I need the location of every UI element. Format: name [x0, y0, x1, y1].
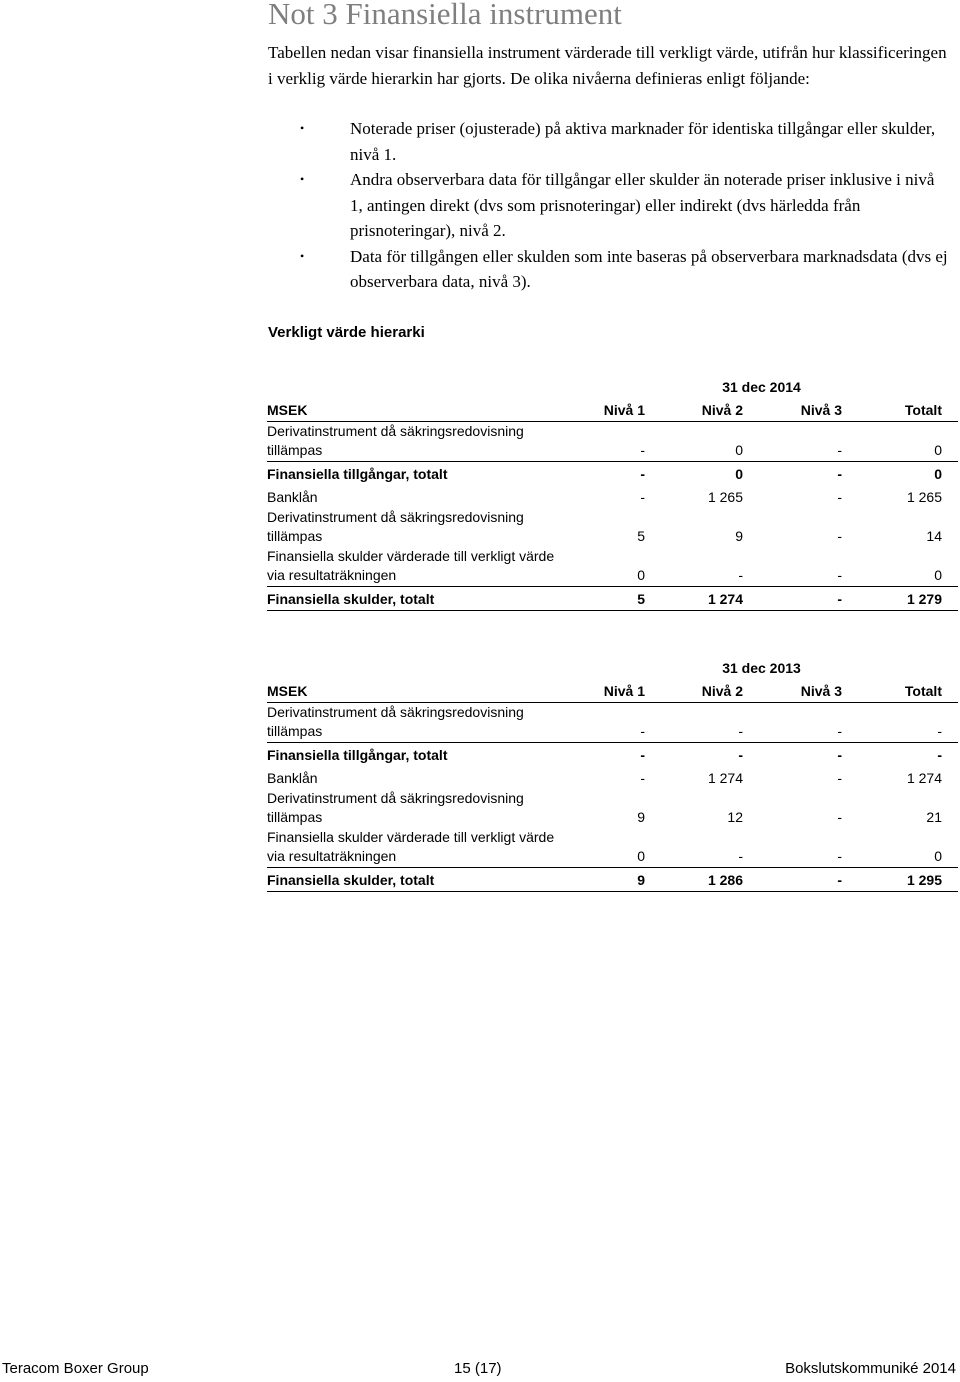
- table-row-total: Finansiella skulder, totalt 9 1 286 - 1 295: [267, 868, 958, 892]
- section-subheading: Verkligt värde hierarki: [268, 324, 425, 341]
- page-title: Not 3 Finansiella instrument: [268, 0, 622, 31]
- fair-value-table-2013: [267, 682, 958, 892]
- period-heading-2013: 31 dec 2013: [722, 660, 801, 676]
- table-row: Derivatinstrument då säkringsredovisning tillämpas 5 9 - 14: [267, 508, 942, 544]
- bullet-icon: •: [300, 172, 305, 186]
- table-row: Finansiella skulder värderade till verkligt värde via resultaträkningen 0 - - 0: [267, 547, 958, 587]
- table-row: Derivatinstrument då säkringsredovisning tillämpas - - - -: [267, 703, 958, 743]
- list-item: • Andra observerbara data för tillgångar eller skulder än noterade priser inklusive i nivå 1, antingen direkt (dvs som prisnoteringar) eller indirekt (dvs härledda från prisnoteringar), nivå 2.: [300, 167, 950, 244]
- column-header-level2: Nivå 2: [701, 683, 743, 699]
- table-row: Banklån - 1 274 - 1 274: [267, 770, 942, 786]
- page-footer: [0, 1360, 960, 1382]
- fair-value-table-2014: [267, 401, 958, 611]
- table-row: Finansiella skulder värderade till verkligt värde via resultaträkningen 0 - - 0: [267, 828, 958, 868]
- footer-report-name: Bokslutskommuniké 2014: [785, 1360, 956, 1377]
- table-row-total: Finansiella skulder, totalt 5 1 274 - 1 279: [267, 587, 958, 611]
- intro-paragraph: Tabellen nedan visar finansiella instrument värderade till verkligt värde, utifrån hur klassificeringen i verklig värde hierarkin har gjorts. De olika nivåerna definieras enligt följande:: [268, 43, 947, 88]
- table-header-row: [267, 682, 958, 703]
- column-header-level3: Nivå 3: [800, 683, 842, 699]
- footer-page-number: 15 (17): [454, 1360, 502, 1377]
- table-row-total: Finansiella tillgångar, totalt - - - -: [267, 747, 942, 763]
- column-header-msek: MSEK: [267, 683, 308, 699]
- column-header-level2: Nivå 2: [701, 402, 743, 418]
- column-header-level3: Nivå 3: [800, 402, 842, 418]
- table-row-total: Finansiella tillgångar, totalt - 0 - 0: [267, 466, 942, 482]
- table-row: Banklån - 1 265 - 1 265: [267, 489, 942, 505]
- column-header-total: Totalt: [904, 402, 942, 418]
- table-row: Derivatinstrument då säkringsredovisning tillämpas - 0 - 0: [267, 422, 958, 462]
- column-header-msek: MSEK: [267, 402, 308, 418]
- bullet-icon: •: [300, 248, 305, 263]
- footer-company: Teracom Boxer Group: [2, 1360, 149, 1377]
- period-heading-2014: 31 dec 2014: [722, 379, 801, 395]
- column-header-total: Totalt: [904, 683, 942, 699]
- level-definitions-list: [300, 116, 950, 295]
- column-header-level1: Nivå 1: [603, 402, 645, 418]
- list-item: • Noterade priser (ojusterade) på aktiva marknader för identiska tillgångar eller skulder, nivå 1.: [300, 116, 950, 167]
- list-item: • Data för tillgången eller skulden som inte baseras på observerbara marknadsdata (dvs ej observerbara data, nivå 3).: [300, 244, 950, 295]
- table-header-row: [267, 401, 958, 422]
- bullet-icon: •: [300, 121, 305, 135]
- table-row: Derivatinstrument då säkringsredovisning tillämpas 9 12 - 21: [267, 789, 942, 825]
- column-header-level1: Nivå 1: [603, 683, 645, 699]
